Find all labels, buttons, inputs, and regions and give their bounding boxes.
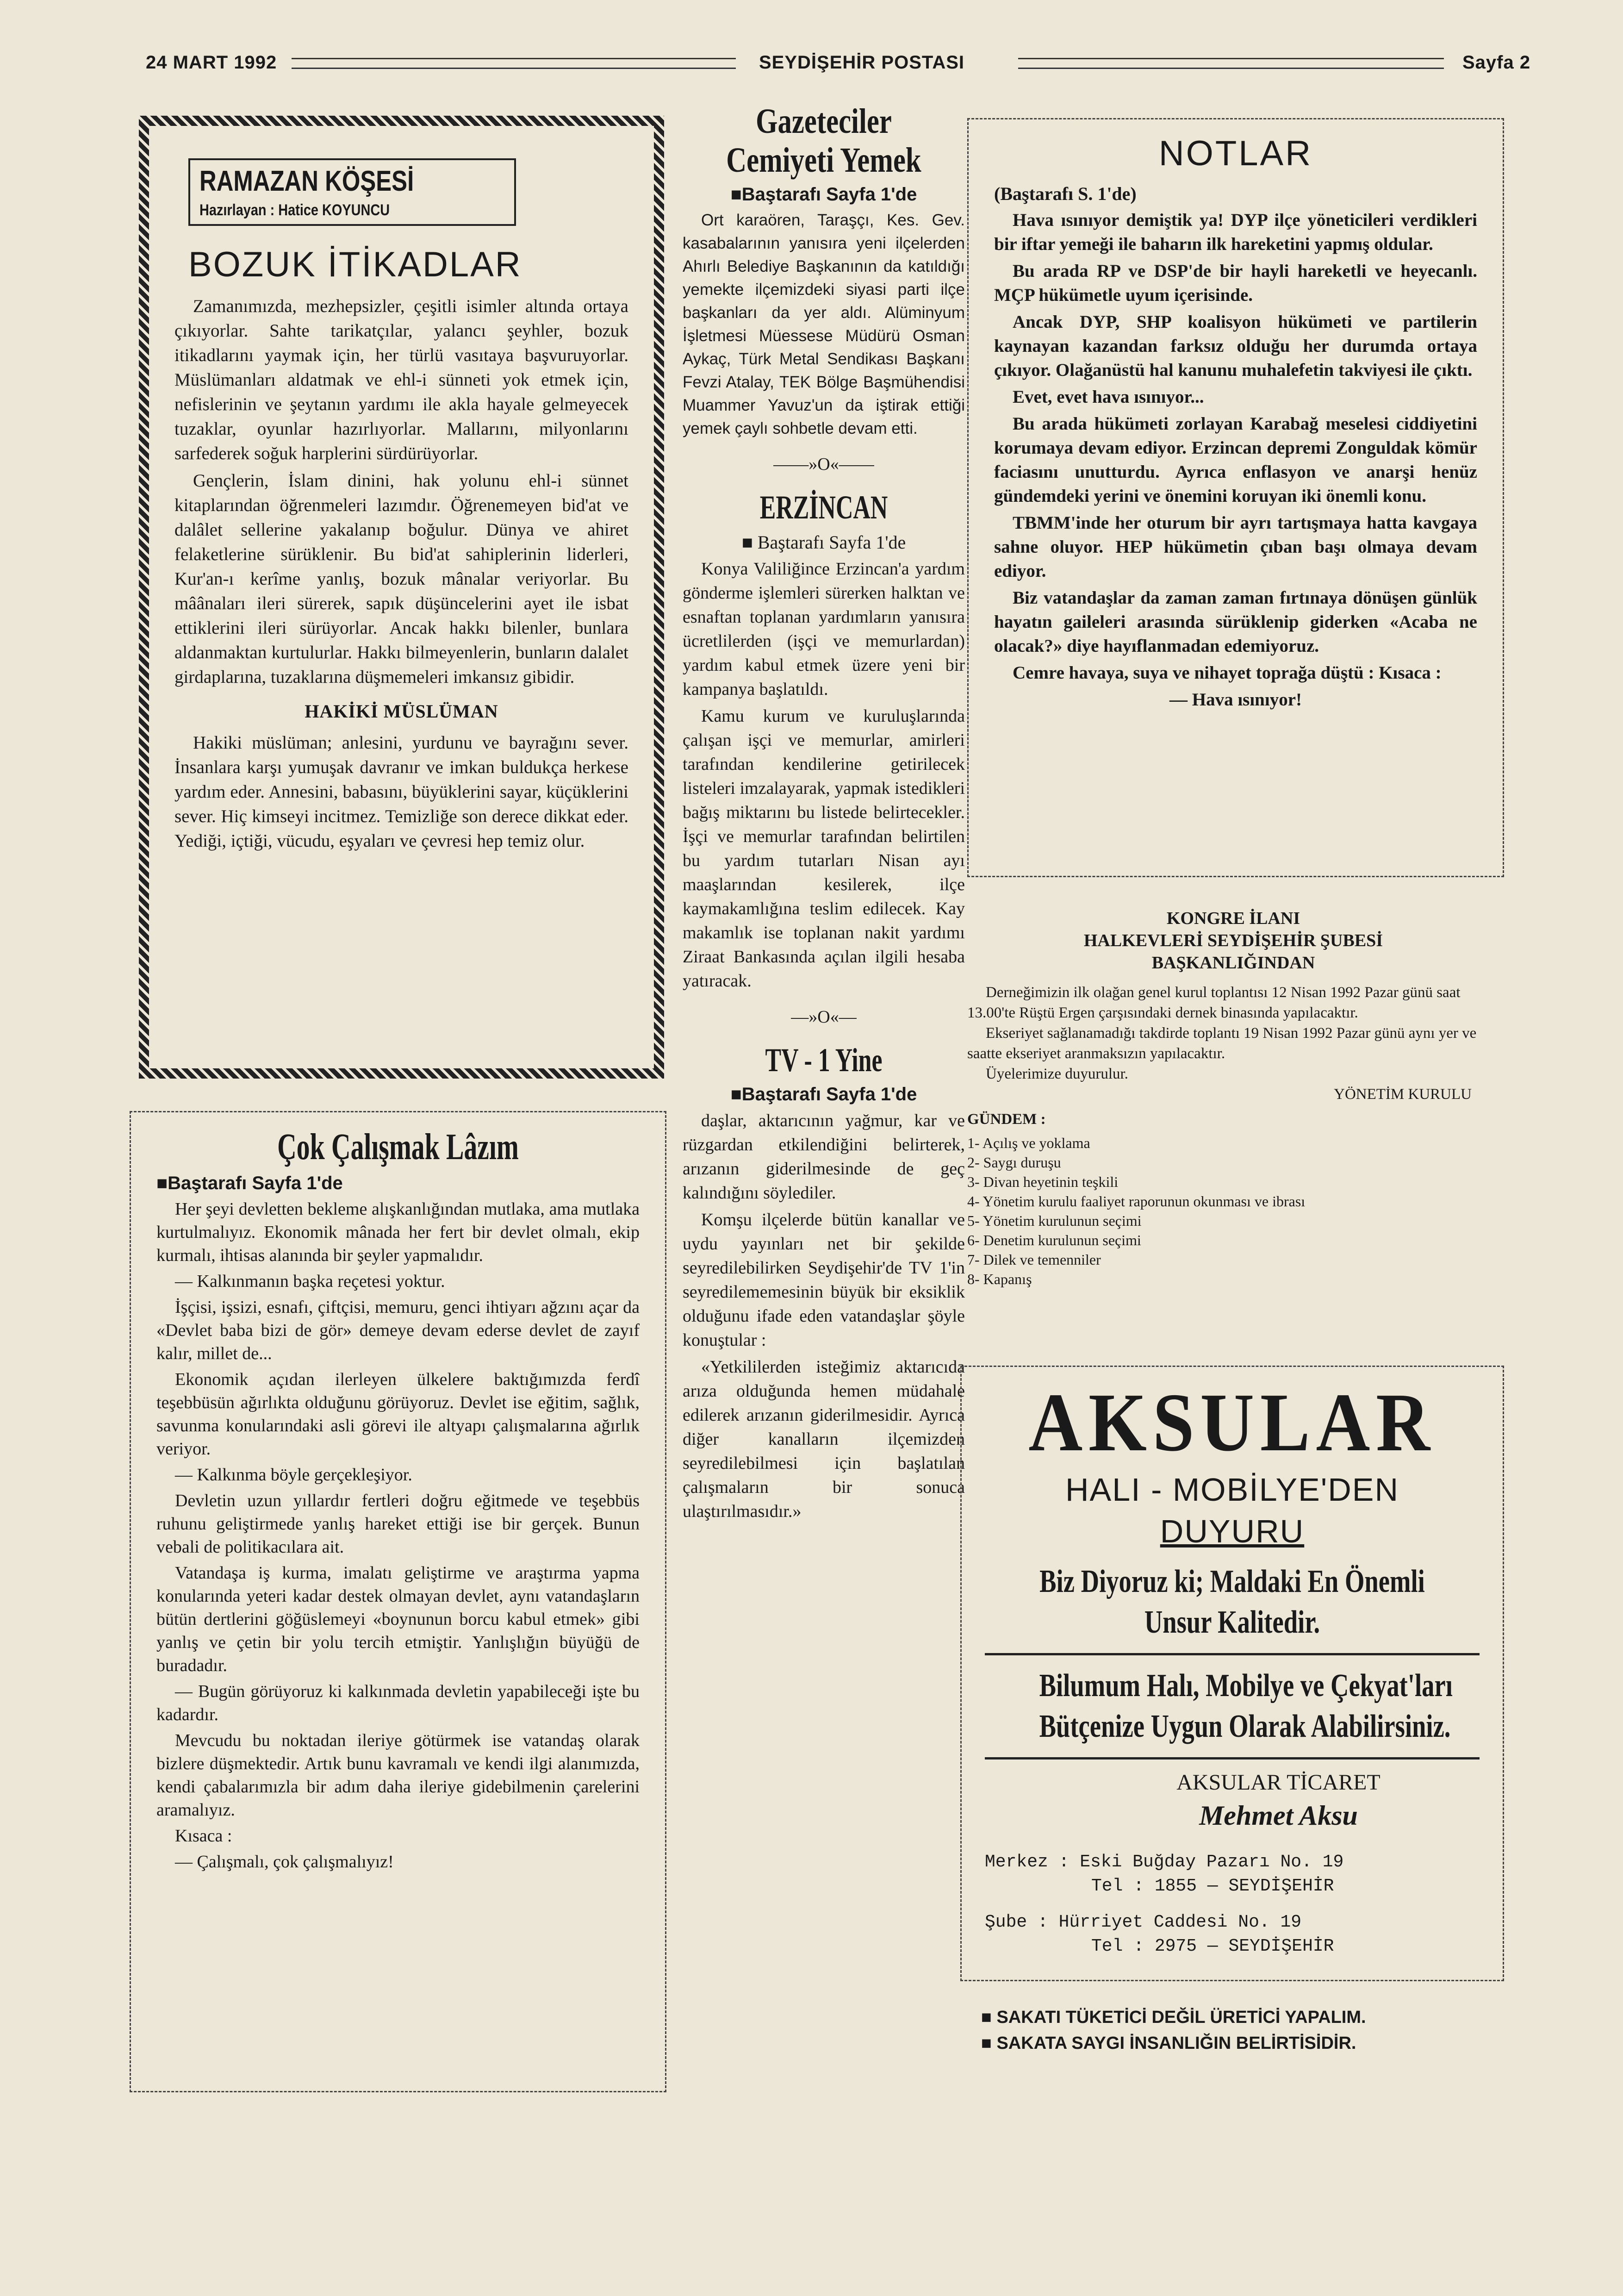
paragraph: Ort karaören, Taraşçı, Kes. Gev. kasabalarının yanısıra yeni ilçelerden Ahırlı Belediye Başkanının da katıldığı yemekte ilçemizdeki siyasi parti ilçe başkanları da yer aldı. Alüminyum İşletmesi Müessese Müdürü Osman Aykaç, Türk Metal Sendikası Başkanı Fevzi Atalay, TEK Bölge Başmühendisi Muammer Yavuz'un da iştirak ettiği yemek çaylı sohbetle devam etti. xyxy=(683,211,965,437)
aksular-advert xyxy=(960,1366,1504,1981)
article-body xyxy=(683,209,965,440)
paragraph: Kısaca : xyxy=(175,1826,232,1846)
phone-line: Tel : 2975 — SEYDİŞEHİR xyxy=(1091,1936,1334,1956)
notlar-title: NOTLAR xyxy=(1158,134,1313,173)
article-headline: ERZİNCAN xyxy=(759,489,888,526)
paragraph: — Çalışmalı, çok çalışmalıyız! xyxy=(175,1852,394,1872)
paragraph: Hava ısınıyor demiştik ya! DYP ilçe yöneticileri verdikleri bir iftar yemeği ile baharın ilk hareketini yapmış oldular. xyxy=(994,210,1477,254)
article-body xyxy=(683,557,965,993)
ramazan-kosesi-title-box xyxy=(188,158,516,226)
advert-slogan: Biz Diyoruz ki; Maldaki En Önemli xyxy=(1039,1564,1425,1599)
paragraph: Evet, evet hava ısınıyor... xyxy=(1013,387,1204,407)
header-rule xyxy=(292,58,736,69)
paragraph: Ekonomik açıdan ilerleyen ülkelere baktığımızda ferdî teşebbüsün ağırlıkta olduğunu görüyoruz. Devlet ise eğitim, sağlık, savunma konularındaki asli görevi ile altyapı çalışmalarına ağırlık veriyor. xyxy=(156,1370,640,1459)
list-item: 3- Divan heyetinin teşkili xyxy=(967,1173,1119,1190)
paragraph: Zamanımızda, mezhepsizler, çeşitli isimler altında ortaya çıkıyorlar. Sahte tarikatçılar, yalancı şeyhler, bozuk itikadlarını yaymak için, her türlü vasıtaya başvuruyorlar. Müslümanları aldatmak ve ehl-i sünneti yok etmek için, nefislerinin ve şeytanın yardımı ile akla hayale gelmeyecek tuzaklar, oyunlar hazırlıyorlar. Mallarını, milyonlarını sarfederek soğuk harplerini sürdürüyorlar. xyxy=(174,296,628,463)
article-headline: BOZUK İTİKADLAR xyxy=(188,245,522,284)
column-title: RAMAZAN KÖŞESİ xyxy=(199,165,414,197)
paragraph: — Kalkınmanın başka reçetesi yoktur. xyxy=(175,1272,445,1291)
notlar-box xyxy=(967,118,1504,877)
notice-body xyxy=(967,982,1499,1129)
article-body xyxy=(156,1198,640,1873)
paragraph: Gençlerin, İslam dinini, hak yolunu ehl-i sünnet kitaplarından öğrenmeleri lazımdır. Öğrenemeyen bid'at ve dalâlet sellerine yakalanıp boğulur. Dünya ve ahiret felaketlerine sürüklenir. Bu bid'at sahiplerinin liderleri, Kur'an-ı kerîme yanlış, bozuk mânalar veriyorlar. Bu mâânaları ileri sürerek, sapık düşüncelerini ayet ile isbat ettiklerini ileri sürüyorlar. Ancak hakkı bilenler, bunlara aldanmaktan kurtulurlar. Hakkı bilmeyenlerin, bunların dalalet girdaplarına, tuzaklarına düşmemeleri imkansız gibidir. xyxy=(174,471,628,687)
owner-signature: Mehmet Aksu xyxy=(1199,1800,1358,1831)
paragraph: Vatandaşa iş kurma, imalatı geliştirme ve araştırma yapma konularında yeteri kadar destek olmayan devlet, aynı vatandaşların bütün dertlerini göğüslemeyi «boynunun borcu kabul etmek» gibi yanlış ve çetin bir yolu tercih etmiştir. Yanlışlığın büyüğü de buradadır. xyxy=(156,1563,640,1675)
paragraph: Cemre havaya, suya ve nihayet toprağa düştü : Kısaca : xyxy=(1013,663,1442,683)
list-item: 4- Yönetim kurulu faaliyet raporunun okunması ve ibrası xyxy=(967,1193,1306,1210)
list-item: 6- Denetim kurulunun seçimi xyxy=(967,1232,1141,1248)
article-headline: Çok Çalışmak Lâzım xyxy=(277,1127,519,1167)
article-headline: Gazeteciler Cemiyeti Yemek xyxy=(726,102,921,180)
section-separator: ——»O«—— xyxy=(773,455,874,474)
advert-offer: Bütçenize Uygun Olarak Alabilirsiniz. xyxy=(1039,1709,1451,1744)
list-item: 5- Yönetim kurulunun seçimi xyxy=(967,1212,1142,1229)
address-line: Merkez : Eski Buğday Pazarı No. 19 xyxy=(985,1852,1344,1872)
issue-date: 24 MART 1992 xyxy=(146,52,277,73)
continued-from: (Baştarafı S. 1'de) xyxy=(994,183,1137,204)
advert-subtitle: DUYURU xyxy=(1160,1513,1305,1549)
page-header xyxy=(139,49,1532,81)
page-number: Sayfa 2 xyxy=(1462,52,1531,73)
article-subhead: HAKİKİ MÜSLÜMAN xyxy=(305,701,498,722)
continued-from: ■ Baştarafı Sayfa 1'de xyxy=(741,532,906,553)
agenda-title: GÜNDEM : xyxy=(967,1111,1046,1128)
kongre-ilani xyxy=(967,907,1499,1289)
paragraph: Hakiki müslüman; anlesini, yurdunu ve bayrağını sever. İnsanlara karşı yumuşak davranır ve imkan buldukça herkese yardım eder. Annesini, babasını, büyüklerini sayar, küçüklerini sever. Hiç kimseyi incitmez. Temizliğe son derece dikkat eder. Yediği, içtiği, vücudu, eşyaları ve çevresi hep temiz olur. xyxy=(174,733,628,851)
paper-name: SEYDİŞEHİR POSTASI xyxy=(759,52,965,73)
slogan-lines xyxy=(981,2004,1490,2056)
list-item: 8- Kapanış xyxy=(967,1271,1032,1287)
section-separator: —»O«— xyxy=(791,1007,857,1027)
article-body xyxy=(683,1109,965,1523)
advert-subtitle: HALI - MOBİLYE'DEN xyxy=(1065,1472,1399,1508)
divider xyxy=(985,1653,1480,1655)
phone-line: Tel : 1855 — SEYDİŞEHİR xyxy=(1091,1876,1334,1896)
paragraph: İşçisi, işsizi, esnafı, çiftçisi, memuru, genci ihtiyarı ağzını açar da «Devlet baba bizi de gör» demeye devam ederse devlet de zayıf kalır, millet de... xyxy=(156,1298,640,1363)
list-item: 7- Dilek ve temenniler xyxy=(967,1251,1101,1268)
paragraph: Üyelerimize duyurulur. xyxy=(986,1066,1128,1082)
notice-title: KONGRE İLANI xyxy=(1166,909,1300,928)
company-name: AKSULAR TİCARET xyxy=(1176,1770,1380,1795)
paragraph: Kamu kurum ve kuruluşlarında çalışan işçi ve memurlar, amirleri tarafından kendilerine getirilecek listeleri imzalayarak, yapmak istedikleri bağış miktarını bu listede belirtecekler. İşçi ve memurlar tarafından belirtilen bu yardım tutarları Nisan ayı maaşlarından kesilerek, ilçe kaymakamlığına teslim edilecek. Kay makamlık ise toplanan nakit yardımı Ziraat Bankasında açılan ilgili hesaba yatıracak. xyxy=(683,706,965,991)
advert-slogan: Unsur Kalitedir. xyxy=(1144,1604,1320,1640)
article-body xyxy=(174,730,628,853)
paragraph: «Yetkililerden isteğimiz aktarıcıda arıza olduğunda hemen müdahale edilerek arızanın giderilmesidir. Ayrıca diğer kanalların ilçemizden seyredilebilmesi için başlatılan çalışmaların bir sonuca ulaştırılmasıdır.» xyxy=(683,1357,965,1521)
advert-addresses xyxy=(985,1850,1480,1959)
continued-from: ■Baştarafı Sayfa 1'de xyxy=(730,184,917,205)
paragraph: Konya Valiliğince Erzincan'a yardım gönderme işlemleri sürerken halktan ve esnaftan toplanan yardımların yanısıra ücretlilerden (işçi ve memurlardan) yardım kabul etmek üzere yeni bir kampanya başlatıldı. xyxy=(683,559,965,699)
continued-from: ■Baştarafı Sayfa 1'de xyxy=(730,1084,917,1104)
agenda-list xyxy=(967,1133,1499,1289)
paragraph: Derneğimizin ilk olağan genel kurul toplantısı 12 Nisan 1992 Pazar günü saat 13.00'te Rüştü Ergen çarşısındaki dernek binasında yapılacaktır. xyxy=(967,984,1461,1021)
notice-org: HALKEVLERİ SEYDİŞEHİR ŞUBESİ xyxy=(1083,931,1383,950)
paragraph: Bu arada RP ve DSP'de bir hayli hareketli ve heyecanlı. MÇP hükümetle uyum içerisinde. xyxy=(994,261,1477,305)
paragraph: Devletin uzun yıllardır fertleri doğru eğitmede ve teşebbüs ruhunu geliştirmede yanlış hareket ettiği ise bir gerçek. Bunun vebali de politikacılara ait. xyxy=(156,1491,640,1557)
paragraph: Komşu ilçelerde bütün kanallar ve uydu yayınları net bir şekilde seyredilebilirken Seydişehir'de TV 1'in seyredilememesinin büyük bir eksiklik olduğunu ifade eden vatandaşlar şöyle konuştular : xyxy=(683,1210,965,1350)
column-author: Hazırlayan : Hatice KOYUNCU xyxy=(199,201,390,219)
list-item: 2- Saygı duruşu xyxy=(967,1154,1061,1171)
notice-org: BAŞKANLIĞINDAN xyxy=(1151,953,1315,973)
advert-offer: Bilumum Halı, Mobilye ve Çekyat'ları xyxy=(1039,1668,1453,1703)
ramazan-kosesi-box xyxy=(139,116,664,1079)
paragraph: Ancak DYP, SHP koalisyon hükümeti ve partilerin kaynayan kazandan farksız olduğu her durumda ortaya çıkıyor. Olağanüstü hal kanunu muhalefetin takviyesi ile çıktı. xyxy=(994,312,1477,380)
notlar-body xyxy=(994,208,1477,712)
notice-signer: YÖNETİM KURULU xyxy=(1334,1086,1472,1103)
cok-calismak-box xyxy=(130,1111,666,2092)
paragraph: daşlar, aktarıcının yağmur, kar ve rüzgardan etkilendiğini belirterek, arızanın giderilmesinde de geç kalındığını söylediler. xyxy=(683,1111,965,1203)
paragraph: TBMM'inde her oturum bir ayrı tartışmaya hatta kavgaya sahne oluyor. HEP hükümetin çıban başı olmaya devam ediyor. xyxy=(994,513,1477,581)
list-item: 1- Açılış ve yoklama xyxy=(967,1135,1090,1151)
paragraph: — Bugün görüyoruz ki kalkınmada devletin yapabileceği işte bu kadardır. xyxy=(156,1682,640,1724)
slogan: ■ SAKATI TÜKETİCİ DEĞİL ÜRETİCİ YAPALIM. xyxy=(981,2008,1366,2027)
paragraph: Her şeyi devletten bekleme alışkanlığından mutlaka, ama mutlaka kurtulmalıyız. Ekonomik mânada her fert bir devlet olmalı, ekip kurmalı, ihtisas alanında bir şeyler yapmalıdır. xyxy=(156,1199,640,1265)
slogan: ■ SAKATA SAYGI İNSANLIĞIN BELİRTİSİDİR. xyxy=(981,2034,1356,2053)
paragraph: Ekseriyet sağlanamadığı takdirde toplantı 19 Nisan 1992 Pazar günü aynı yer ve saatte ekseriyet aranmaksızın yapılacaktır. xyxy=(967,1025,1477,1062)
paragraph: Biz vatandaşlar da zaman zaman fırtınaya dönüşen günlük hayatın gaileleri arasında sürüklenip giderken «Acaba ne olacak?» diye hayıflanmadan edemiyoruz. xyxy=(994,588,1477,656)
article-headline: TV - 1 Yine xyxy=(765,1042,883,1079)
paragraph: — Hava ısınıyor! xyxy=(1169,690,1302,710)
advert-brand: AKSULAR xyxy=(1028,1376,1436,1468)
paragraph: Bu arada hükümeti zorlayan Karabağ meselesi ciddiyetini korumaya devam ediyor. Erzincan depremi Zonguldak kömür faciasını unutturdu. Ayrıca enflasyon ve anarşi henüz gündemdeki yerini ve önemini koruyan iki önemli konu. xyxy=(994,414,1477,506)
paragraph: Mevcudu bu noktadan ileriye götürmek ise vatandaş olarak bizlere düşmektedir. Artık bunu kavramalı ve kendi ilgi alanımızda, kendi çabalarımızla bir adım daha ileriye gidebilmenin çarelerini aramalıyız. xyxy=(156,1731,640,1820)
continued-from: ■Baştarafı Sayfa 1'de xyxy=(156,1173,343,1193)
paragraph: — Kalkınma böyle gerçekleşiyor. xyxy=(175,1465,412,1485)
divider xyxy=(985,1757,1480,1759)
article-body xyxy=(174,294,628,689)
middle-column xyxy=(683,102,965,1526)
header-rule xyxy=(1018,58,1444,69)
address-line: Şube : Hürriyet Caddesi No. 19 xyxy=(985,1912,1302,1932)
